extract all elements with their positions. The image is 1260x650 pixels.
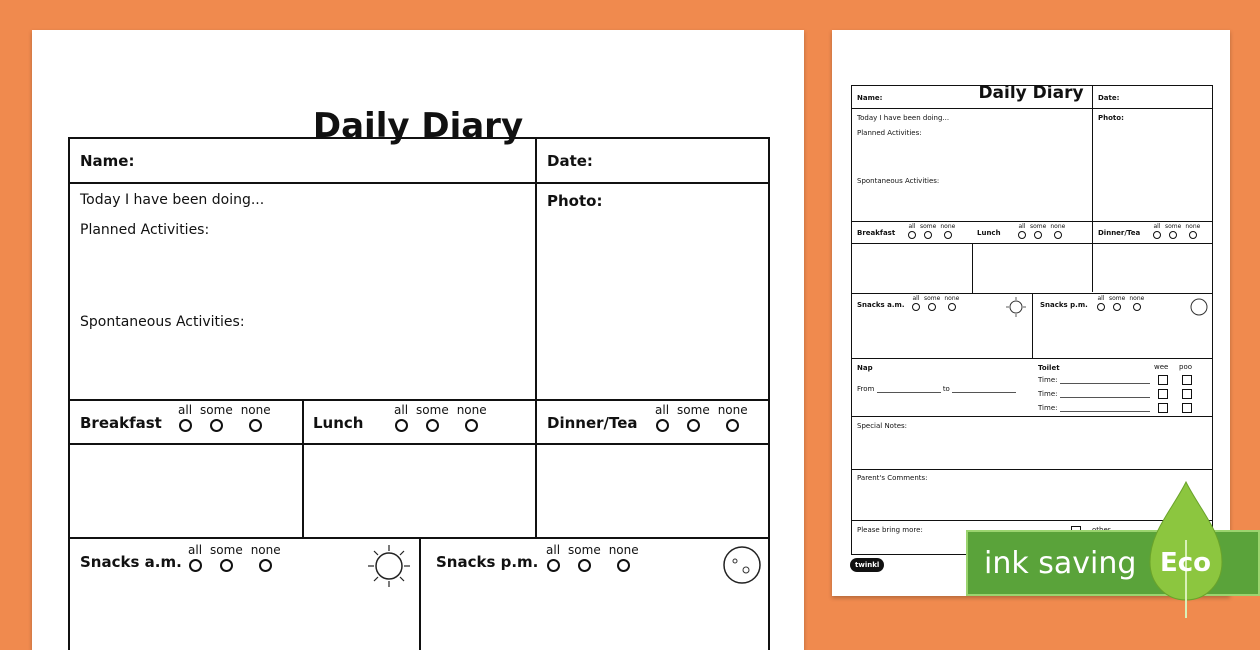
option-circle[interactable]	[948, 303, 956, 311]
toilet-label: Toilet	[1038, 364, 1060, 372]
option-all[interactable]: all	[912, 295, 920, 311]
option-circle[interactable]	[1034, 231, 1042, 239]
snacks-am-label: Snacks a.m.	[80, 553, 182, 571]
option-circle[interactable]	[1018, 231, 1026, 239]
option-some[interactable]: some	[677, 403, 710, 432]
moon-icon	[720, 543, 764, 587]
divider	[70, 443, 768, 445]
bring-label: Please bring more:	[857, 526, 923, 534]
option-circle[interactable]	[1133, 303, 1141, 311]
today-label: Today I have been doing...	[80, 192, 265, 208]
wee-checkbox[interactable]	[1158, 389, 1168, 399]
time-line[interactable]	[1060, 411, 1150, 412]
option-none[interactable]: none	[718, 403, 748, 432]
snacks-am-label: Snacks a.m.	[857, 301, 905, 309]
sun-icon	[366, 543, 412, 589]
option-none[interactable]: none	[609, 543, 639, 572]
breakfast-label: Breakfast	[857, 229, 896, 237]
dinner-options	[655, 403, 756, 432]
special-notes-label: Special Notes:	[857, 422, 908, 430]
nap-label: Nap	[857, 364, 873, 372]
option-circle[interactable]	[210, 419, 223, 432]
option-circle[interactable]	[547, 559, 560, 572]
spontaneous-label: Spontaneous Activities:	[80, 314, 245, 330]
divider	[70, 399, 768, 401]
planned-label: Planned Activities:	[80, 222, 210, 238]
option-all[interactable]: all	[178, 403, 192, 432]
option-all[interactable]: all	[1097, 295, 1105, 311]
option-circle[interactable]	[656, 419, 669, 432]
option-all[interactable]: all	[1153, 223, 1161, 239]
option-some[interactable]: some	[200, 403, 233, 432]
option-circle[interactable]	[617, 559, 630, 572]
nap-from-line[interactable]	[877, 392, 941, 393]
option-all[interactable]: all	[546, 543, 560, 572]
option-circle[interactable]	[189, 559, 202, 572]
dinner-options	[1153, 223, 1204, 239]
option-circle[interactable]	[726, 419, 739, 432]
option-circle[interactable]	[220, 559, 233, 572]
option-some[interactable]: some	[1030, 223, 1046, 239]
lunch-label: Lunch	[313, 414, 364, 432]
divider	[1032, 293, 1033, 358]
option-circle[interactable]	[924, 231, 932, 239]
option-none[interactable]: none	[1129, 295, 1144, 311]
option-none[interactable]: none	[940, 223, 955, 239]
option-all[interactable]: all	[1018, 223, 1026, 239]
snacks-am-options	[188, 543, 289, 572]
option-circle[interactable]	[908, 231, 916, 239]
option-all[interactable]: all	[908, 223, 916, 239]
sun-icon	[1005, 296, 1027, 318]
parents-comments-label: Parent's Comments:	[857, 474, 928, 482]
snacks-pm-options	[1097, 295, 1148, 311]
option-some[interactable]: some	[568, 543, 601, 572]
poo-label: poo	[1179, 363, 1193, 371]
divider	[852, 108, 1212, 109]
breakfast-options	[908, 223, 959, 239]
page-title: Daily Diary	[978, 83, 1084, 103]
poo-checkbox[interactable]	[1182, 403, 1192, 413]
page-title: Daily Diary	[312, 106, 524, 146]
option-some[interactable]: some	[1109, 295, 1125, 311]
divider	[535, 139, 537, 401]
option-none[interactable]: none	[241, 403, 271, 432]
option-circle[interactable]	[1153, 231, 1161, 239]
option-all[interactable]: all	[394, 403, 408, 432]
divider	[1092, 86, 1093, 292]
option-circle[interactable]	[944, 231, 952, 239]
name-label: Name:	[857, 94, 883, 102]
diary-sheet-large	[32, 30, 804, 650]
breakfast-options	[178, 403, 279, 432]
option-circle[interactable]	[1169, 231, 1177, 239]
option-all[interactable]: all	[188, 543, 202, 572]
option-circle[interactable]	[259, 559, 272, 572]
time-line[interactable]	[1060, 383, 1150, 384]
time-line[interactable]	[1060, 397, 1150, 398]
option-none[interactable]: none	[1185, 223, 1200, 239]
lunch-label: Lunch	[977, 229, 1001, 237]
option-circle[interactable]	[687, 419, 700, 432]
poo-checkbox[interactable]	[1182, 375, 1192, 385]
option-none[interactable]: none	[251, 543, 281, 572]
option-circle[interactable]	[426, 419, 439, 432]
date-label: Date:	[1098, 94, 1120, 102]
moon-icon	[1188, 296, 1210, 318]
option-circle[interactable]	[578, 559, 591, 572]
option-circle[interactable]	[1097, 303, 1105, 311]
option-circle[interactable]	[1054, 231, 1062, 239]
divider	[70, 182, 768, 184]
eco-label: Eco	[1160, 548, 1212, 578]
option-all[interactable]: all	[655, 403, 669, 432]
breakfast-label: Breakfast	[80, 414, 162, 432]
snacks-pm-label: Snacks p.m.	[436, 553, 539, 571]
diary-form	[68, 137, 770, 650]
divider	[972, 243, 973, 293]
divider	[852, 469, 1212, 470]
today-label: Today I have been doing...	[857, 114, 950, 122]
snacks-pm-label: Snacks p.m.	[1040, 301, 1088, 309]
option-circle[interactable]	[928, 303, 936, 311]
option-circle[interactable]	[249, 419, 262, 432]
dinner-label: Dinner/Tea	[547, 414, 638, 432]
spontaneous-label: Spontaneous Activities:	[857, 177, 940, 185]
lunch-options	[394, 403, 495, 432]
option-some[interactable]: some	[1165, 223, 1181, 239]
option-some[interactable]: some	[416, 403, 449, 432]
dinner-label: Dinner/Tea	[1098, 229, 1141, 237]
poo-checkbox[interactable]	[1182, 389, 1192, 399]
option-circle[interactable]	[1113, 303, 1121, 311]
divider	[419, 537, 421, 650]
toilet-row: Time:	[1038, 376, 1150, 384]
option-circle[interactable]	[179, 419, 192, 432]
snacks-pm-options	[546, 543, 647, 572]
twinkl-logo: twinkl	[850, 558, 884, 572]
ink-saving-text: ink saving	[984, 546, 1137, 581]
option-circle[interactable]	[395, 419, 408, 432]
divider	[852, 243, 1212, 244]
name-label: Name:	[80, 152, 135, 170]
nap-from: From to	[857, 385, 1016, 393]
photo-label: Photo:	[547, 192, 603, 210]
toilet-row: Time:	[1038, 404, 1150, 412]
divider	[852, 416, 1212, 417]
option-none[interactable]: none	[1050, 223, 1065, 239]
date-label: Date:	[547, 152, 593, 170]
option-circle[interactable]	[465, 419, 478, 432]
planned-label: Planned Activities:	[857, 129, 922, 137]
option-some[interactable]: some	[210, 543, 243, 572]
option-none[interactable]: none	[457, 403, 487, 432]
divider	[852, 221, 1212, 222]
lunch-options	[1018, 223, 1069, 239]
option-circle[interactable]	[1189, 231, 1197, 239]
divider	[302, 399, 304, 539]
photo-label: Photo:	[1098, 114, 1124, 122]
divider	[535, 399, 537, 539]
snacks-am-options	[912, 295, 963, 311]
option-some[interactable]: some	[920, 223, 936, 239]
divider	[852, 358, 1212, 359]
option-circle[interactable]	[912, 303, 920, 311]
wee-checkbox[interactable]	[1158, 403, 1168, 413]
nap-to-line[interactable]	[952, 392, 1016, 393]
toilet-row: Time:	[1038, 390, 1150, 398]
option-none[interactable]: none	[944, 295, 959, 311]
option-some[interactable]: some	[924, 295, 940, 311]
wee-label: wee	[1154, 363, 1169, 371]
wee-checkbox[interactable]	[1158, 375, 1168, 385]
